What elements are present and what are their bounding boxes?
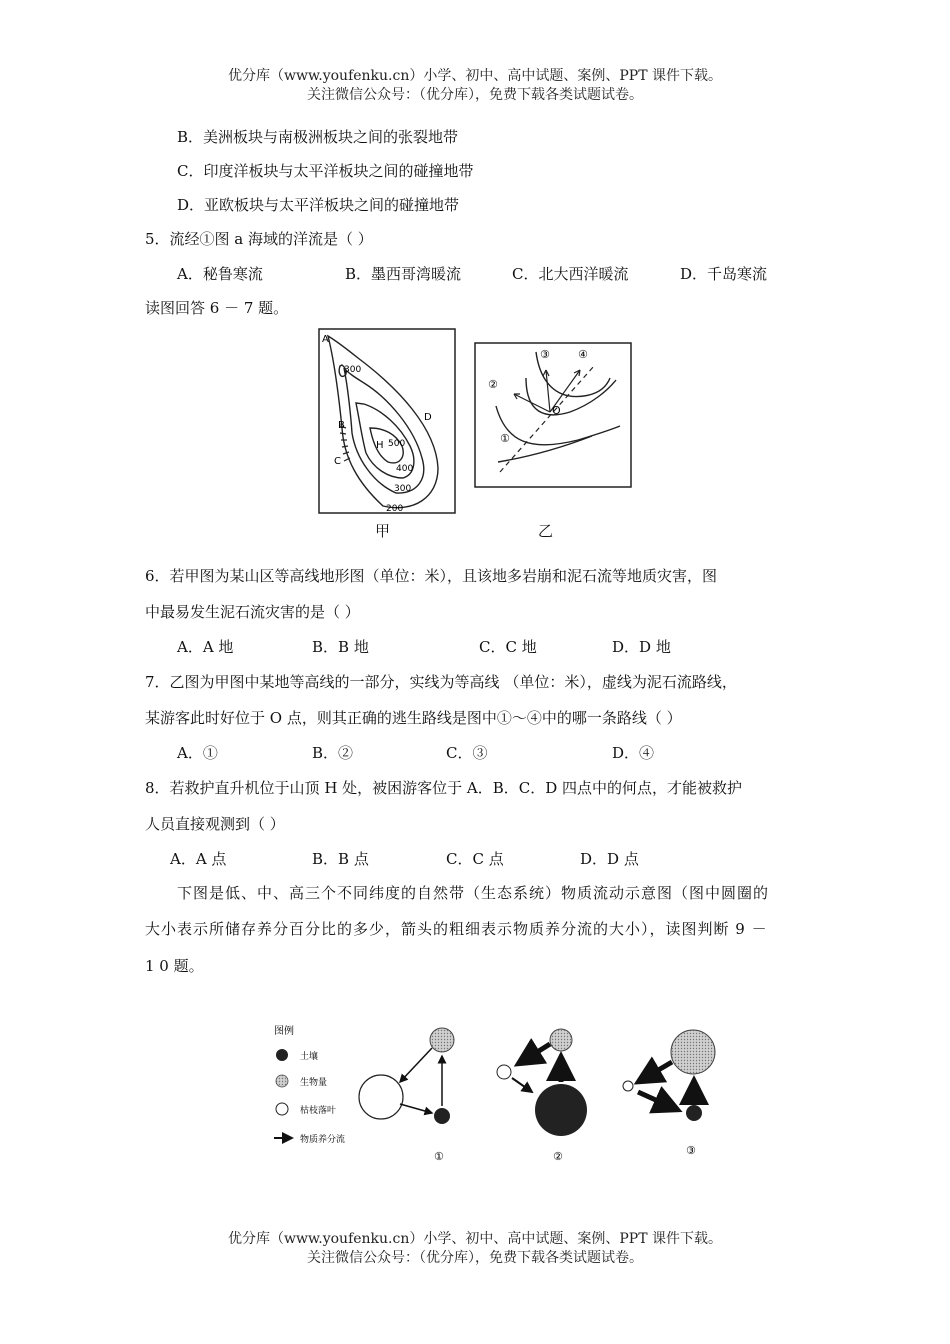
panel1-flow-biomass-litter [400, 1048, 432, 1082]
q6-option-a: A．A 地 [177, 638, 234, 656]
intro-9-10-line1: 下图是低、中、高三个不同纬度的自然带（生态系统）物质流动示意图（图中圆圈的 [177, 884, 770, 902]
figure-nutrient-cycle [266, 1020, 716, 1170]
caption-jia: 甲 [375, 522, 391, 540]
header-line-1: 优分库（www.youfenku.cn）小学、初中、高中试题、案例、PPT 课件下载。 [227, 68, 722, 84]
contour-label-400: 400 [396, 464, 414, 474]
o-point-label: O [552, 404, 561, 417]
q6-option-b: B．B 地 [312, 638, 369, 656]
contour-label-300-top: 300 [344, 365, 362, 375]
q8-stem-line1: 8．若救护直升机位于山顶 H 处，被困游客位于 A．B．C．D 四点中的何点，才能被救护 [145, 779, 743, 797]
panel3-label: ③ [686, 1144, 696, 1157]
legend-litter: 枯枝落叶 [300, 1106, 337, 1116]
q7-stem-line1: 7．乙图为甲图中某地等高线的一部分，实线为等高线 （单位：米），虚线为泥石流路线， [145, 673, 737, 691]
figure-jia-contour-map [318, 328, 456, 514]
label-d: D [424, 412, 432, 423]
panel2-soil [535, 1084, 587, 1136]
route-4-label: ④ [578, 348, 588, 361]
figure-yi-escape-routes [474, 342, 632, 488]
panel1-soil [434, 1108, 450, 1124]
q5-option-d: D．千岛寒流 [680, 265, 768, 283]
q5-option-a: A．秘鲁寒流 [177, 265, 263, 283]
label-b: B [338, 420, 345, 431]
q7-stem-line2: 某游客此时好位于 O 点，则其正确的逃生路线是图中①～④中的哪一条路线（ ） [145, 709, 682, 727]
q8-option-d: D．D 点 [580, 850, 639, 868]
panel3-flow-biomass-litter [638, 1062, 672, 1082]
legend-soil-symbol [276, 1049, 288, 1061]
q8-option-c: C．C 点 [446, 850, 504, 868]
panel2-flow-biomass-litter [518, 1044, 550, 1064]
q7-option-c: C．③ [446, 744, 488, 762]
label-c: C [334, 456, 341, 467]
panel3-litter [623, 1081, 633, 1091]
q4-option-c: C．印度洋板块与太平洋板块之间的碰撞地带 [177, 162, 474, 180]
panel1-litter [359, 1075, 403, 1119]
panel3-soil [686, 1105, 702, 1121]
panel2-litter [497, 1065, 511, 1079]
panel1-label: ① [434, 1150, 444, 1163]
q5-option-c: C．北大西洋暖流 [512, 265, 629, 283]
q6-option-d: D．D 地 [612, 638, 671, 656]
q8-option-a: A．A 点 [170, 850, 227, 868]
q8-stem-line2: 人员直接观测到（ ） [145, 815, 285, 833]
intro-9-10-line2: 大小表示所储存养分百分比的多少，箭头的粗细表示物质养分流的大小），读图判断 9 － [145, 920, 768, 938]
panel3-flow-litter-soil [638, 1092, 678, 1110]
legend-flow: 物质养分流 [300, 1135, 346, 1145]
route-1-label: ① [500, 432, 510, 445]
contour-label-300: 300 [394, 484, 412, 494]
contour-label-200: 200 [386, 504, 404, 514]
header-line-2: 关注微信公众号：（优分库），免费下载各类试题试卷。 [307, 87, 643, 103]
q6-stem-line1: 6．若甲图为某山区等高线地形图（单位：米），且该地多岩崩和泥石流等地质灾害，图 [145, 567, 718, 585]
legend-litter-symbol [276, 1103, 288, 1115]
panel1-flow-litter-soil [400, 1104, 432, 1113]
footer-line-1: 优分库（www.youfenku.cn）小学、初中、高中试题、案例、PPT 课件下载。 [227, 1231, 722, 1247]
q7-option-a: A．① [177, 744, 218, 762]
contour-label-500: 500 [388, 439, 406, 449]
caption-yi: 乙 [538, 522, 554, 540]
q7-option-d: D．④ [612, 744, 655, 762]
intro-6-7: 读图回答 6 － 7 题。 [145, 299, 289, 317]
panel3-biomass [671, 1030, 715, 1074]
q6-option-c: C．C 地 [479, 638, 537, 656]
legend-title: 图例 [274, 1026, 294, 1037]
route-2-label: ② [488, 378, 498, 391]
panel2-biomass [550, 1029, 572, 1051]
q4-option-d: D．亚欧板块与太平洋板块之间的碰撞地带 [177, 196, 460, 214]
q8-option-b: B．B 点 [312, 850, 369, 868]
label-h: H [376, 440, 384, 451]
panel2-flow-litter-soil [512, 1078, 532, 1092]
legend-biomass: 生物量 [300, 1078, 328, 1088]
panel2-label: ② [553, 1150, 563, 1163]
q7-option-b: B．② [312, 744, 354, 762]
intro-9-10-line3: 1 0 题。 [145, 957, 204, 975]
label-a: A [322, 334, 329, 345]
q6-stem-line2: 中最易发生泥石流灾害的是（ ） [145, 603, 360, 621]
q5-stem: 5．流经①图 a 海域的洋流是（ ） [145, 230, 373, 248]
footer-line-2: 关注微信公众号：（优分库），免费下载各类试题试卷。 [307, 1250, 643, 1266]
legend-soil: 土壤 [300, 1052, 319, 1062]
route-3-label: ③ [540, 348, 550, 361]
q5-option-b: B．墨西哥湾暖流 [345, 265, 462, 283]
q4-option-b: B．美洲板块与南极洲板块之间的张裂地带 [177, 128, 459, 146]
panel1-biomass [430, 1028, 454, 1052]
legend-biomass-symbol [276, 1075, 288, 1087]
